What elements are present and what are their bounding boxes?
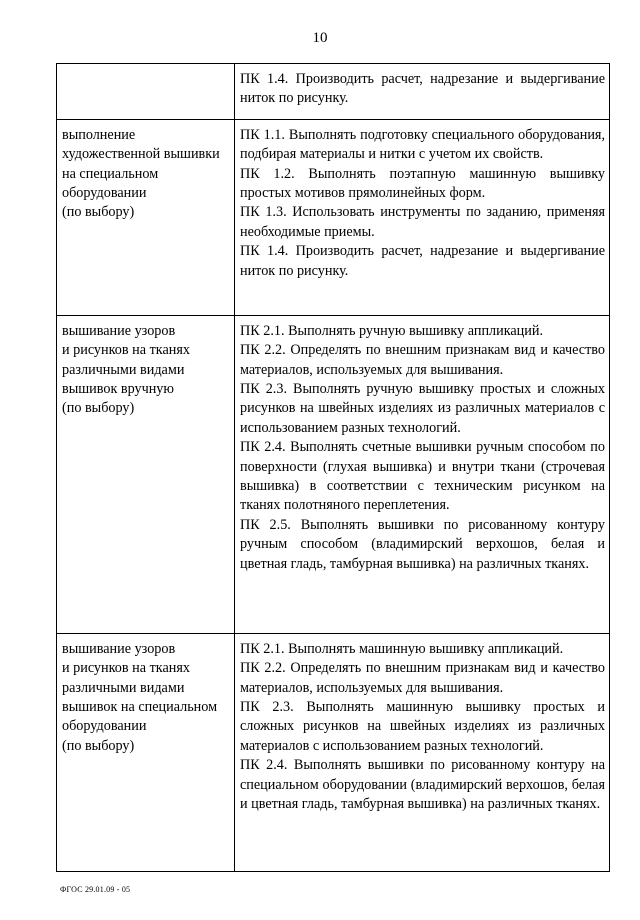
competency-item: ПК 1.4. Производить расчет, надрезание и выдергивание ниток по рисунку.	[240, 71, 605, 107]
document-code-footer: ФГОС 29.01.09 - 05	[60, 885, 131, 894]
activity-cell	[57, 315, 235, 633]
competency-item: ПК 2.5. Выполнять вышивки по рисованному контуру ручным способом (владимирский верхошов, белая и цветная гладь, тамбурная вышивка) на различных тканях.	[240, 516, 605, 572]
activity-line: и рисунков на тканях	[62, 342, 190, 359]
activity-line: вышивание узоров	[62, 640, 176, 657]
competency-item: ПК 2.2. Определять по внешним признакам вид и качество материалов, используемых для вышивания.	[240, 660, 605, 696]
table-row	[57, 64, 610, 120]
competency-cell	[235, 119, 610, 315]
activity-line: различными видами	[62, 679, 185, 696]
activity-cell	[57, 64, 235, 120]
competency-cell	[235, 633, 610, 871]
competency-item: ПК 2.1. Выполнять машинную вышивку аппликаций.	[240, 640, 564, 657]
activity-line: (по выбору)	[62, 400, 135, 417]
competency-item: ПК 1.3. Использовать инструменты по заданию, применяя необходимые приемы.	[240, 204, 605, 240]
competency-item: ПК 1.4. Производить расчет, надрезание и выдергивание ниток по рисунку.	[240, 243, 605, 279]
competency-cell	[235, 64, 610, 120]
competency-item: ПК 1.1. Выполнять подготовку специального оборудования, подбирая материалы и нитки с учетом их свойств.	[240, 126, 605, 163]
activity-line: оборудовании	[62, 185, 147, 202]
table-row	[57, 119, 610, 315]
table-row	[57, 315, 610, 633]
competency-item: ПК 1.2. Выполнять поэтапную машинную вышивку простых мотивов прямолинейных форм.	[240, 165, 605, 202]
competency-item: ПК 2.3. Выполнять ручную вышивку простых и сложных рисунков на швейных изделиях из различных материалов с использованием разных технологий.	[240, 381, 605, 436]
competency-table	[56, 63, 610, 872]
activity-line: (по выбору)	[62, 204, 135, 221]
activity-line: вышивок на специальном	[62, 699, 218, 716]
page-number: 10	[312, 30, 328, 46]
competency-item: ПК 2.4. Выполнять счетные вышивки ручным способом по поверхности (глухая вышивка) и внутри ткани (строчевая вышивка) в соответствии с техническим рисунком на тканях полотняного переплетения.	[240, 439, 605, 514]
activity-line: художественной вышивки	[62, 146, 220, 163]
activity-line: различными видами	[62, 361, 185, 378]
competency-item: ПК 2.1. Выполнять ручную вышивку аппликаций.	[240, 322, 544, 339]
table-row	[57, 633, 610, 871]
activity-line: вышивание узоров	[62, 322, 176, 339]
activity-line: вышивок вручную	[62, 381, 175, 398]
activity-cell	[57, 119, 235, 315]
activity-line: оборудовании	[62, 718, 147, 735]
competency-item: ПК 2.3. Выполнять машинную вышивку простых и сложных рисунков на швейных изделиях из различных материалов с использованием разных технологий.	[240, 699, 605, 754]
activity-cell	[57, 633, 235, 871]
competency-item: ПК 2.4. Выполнять вышивки по рисованному контуру на специальном оборудовании (владимирский верхошов, белая и цветная гладь, тамбурная вышивка) на различных тканях.	[240, 757, 605, 813]
activity-line: (по выбору)	[62, 737, 135, 754]
activity-line: и рисунков на тканях	[62, 660, 190, 677]
competency-item: ПК 2.2. Определять по внешним признакам вид и качество материалов, используемых для вышивания.	[240, 342, 605, 378]
activity-line: на специальном	[62, 165, 159, 182]
competency-cell	[235, 315, 610, 633]
activity-line: выполнение	[62, 126, 136, 143]
